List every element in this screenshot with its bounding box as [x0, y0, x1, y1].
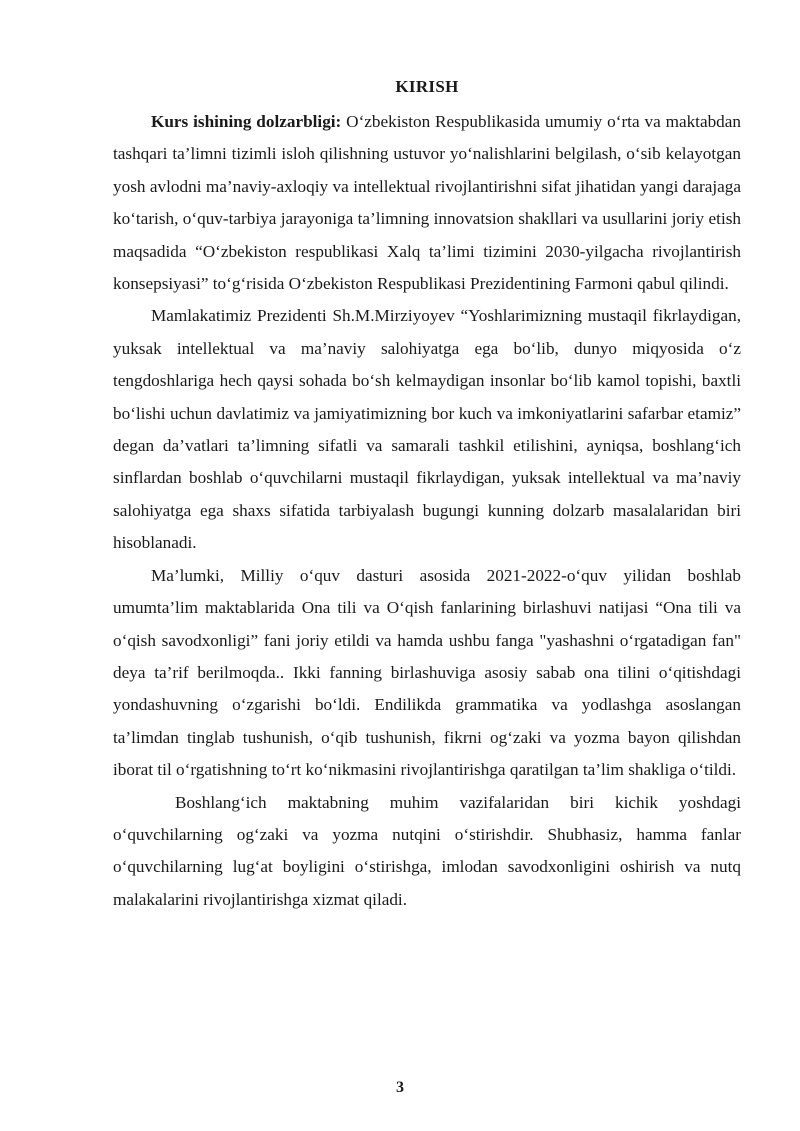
page-number: 3 — [396, 1079, 404, 1096]
paragraph-primary-school — [113, 787, 741, 917]
section-title: KIRISH — [395, 77, 459, 96]
paragraph-curriculum — [113, 560, 741, 787]
paragraph-relevance — [113, 106, 741, 300]
paragraph-text: Ma’lumki, Milliy o‘quv dasturi asosida 2021-2022-o‘quv yilidan boshlab umumta’lim maktablarida Ona tili va O‘qish fanlarining birlashuvi natijasi “Ona tili va o‘qish savodxonligi” fani joriy etildi va hamda ushbu fanga "yashashni o‘rgatadigan fan" deya ta’rif berilmoqda.. Ikki fanning birlashuviga asosiy sabab ona tilini o‘qitishdagi yondashuvning o‘zgarishi bo‘ldi. Endilikda grammatika va yodlashga asoslangan ta’limdan tinglab tushunish, o‘qib tushunish, fikrni og‘zaki va yozma bayon qilishdan iborat til o‘rgatishning to‘rt ko‘nikmasini rivojlantirishga qaratilgan ta’lim shakliga o‘tildi. — [113, 565, 741, 780]
paragraph-president-quote — [113, 300, 741, 559]
paragraph-text: O‘zbekiston Respublikasida umumiy o‘rta va maktabdan tashqari ta’limni tizimli isloh qilishning ustuvor yo‘nalishlarini belgilash, o‘sib kelayotgan yosh avlodni ma’naviy-axloqiy va intellektual rivojlantirishni sifat jihatidan yangi darajaga ko‘tarish, o‘quv-tarbiya jarayoniga ta’limning innovatsion shakllari va usullarini joriy etish maqsadida “O‘zbekiston respublikasi Xalq ta’limi tizimini 2030-yilgacha rivojlantirish konsepsiyasi” to‘g‘risida O‘zbekiston Respublikasi Prezidentining Farmoni qabul qilindi. — [113, 112, 741, 294]
paragraph-text: Boshlang‘ich maktabning muhim vazifalaridan biri kichik yoshdagi o‘quvchilarning og‘zaki va yozma nutqini o‘stirishdir. Shubhasiz, hamma fanlar o‘quvchilarning lug‘at boyligini o‘stirishga, imlodan savodxonligini oshirish va nutq malakalarini rivojlantirishga xizmat qiladi. — [113, 792, 741, 909]
document-body — [113, 76, 741, 916]
paragraph-text: Mamlakatimiz Prezidenti Sh.M.Mirziyoyev “Yoshlarimizning mustaqil fikrlaydigan, yuksak intellektual va ma’naviy salohiyatga ega bo‘lib, dunyo miqyosida o‘z tengdoshlariga hech qaysi sohada bo‘sh kelmaydigan insonlar bo‘lib kamol topishi, baxtli bo‘lishi uchun davlatimiz va jamiyatimizning bor kuch va imkoniyatlarini safarbar etamiz” degan da’vatlari ta’limning sifatli va samarali tashkil etilishini, ayniqsa, boshlang‘ich sinflardan boshlab o‘quvchilarni mustaqil fikrlaydigan, yuksak intellektual va ma’naviy salohiyatga ega shaxs sifatida tarbiyalash bugungi kunning dolzarb masalalaridan biri hisoblanadi. — [113, 306, 741, 553]
paragraph-lead: Kurs ishining dolzarbligi: — [151, 112, 342, 131]
